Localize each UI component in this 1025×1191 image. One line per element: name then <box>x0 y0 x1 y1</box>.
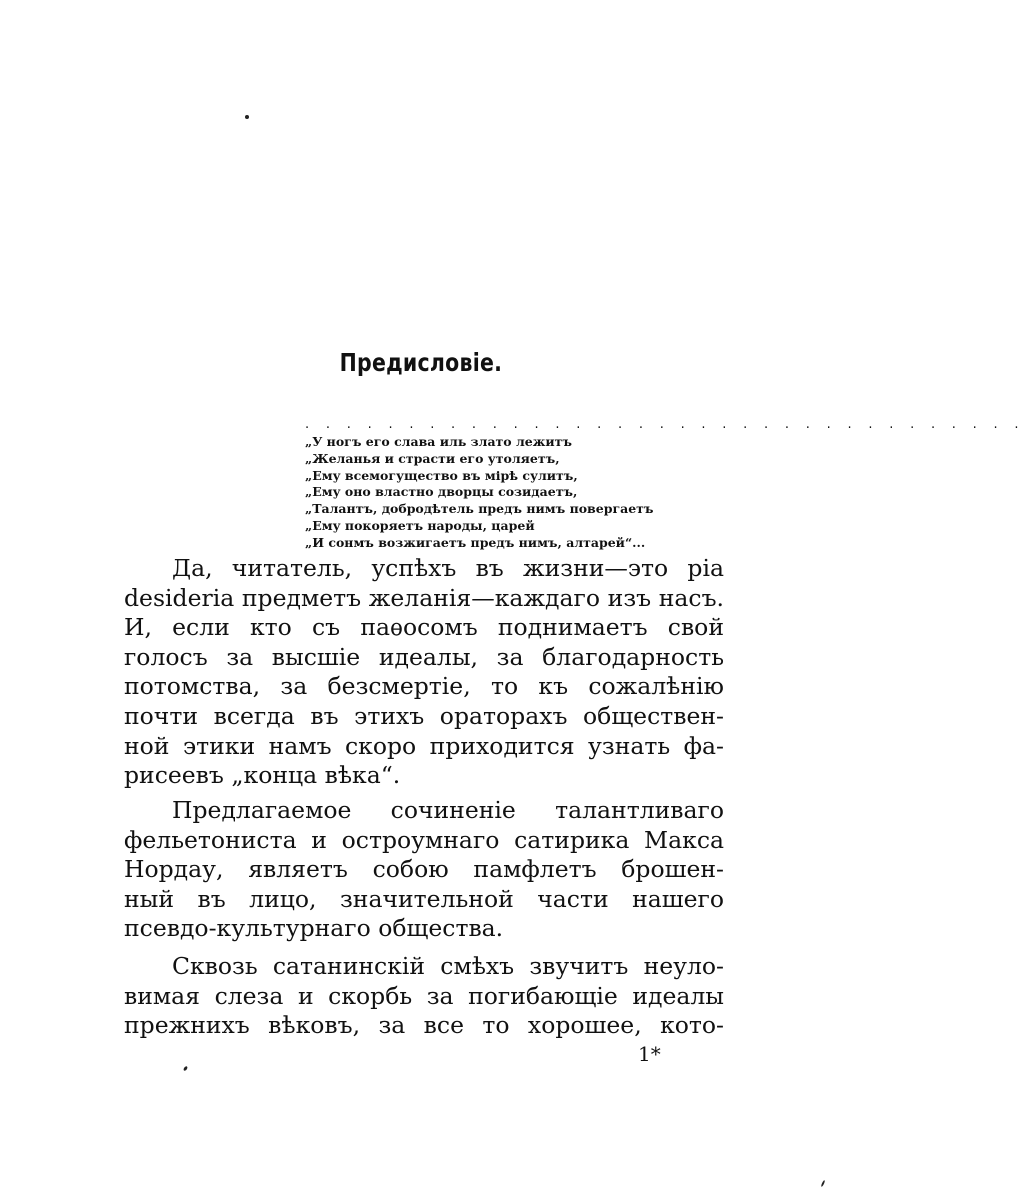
epigraph <box>305 434 735 552</box>
text-line: desideria предметъ желанія—каждаго изъ насъ. <box>124 583 724 612</box>
text-line: рисеевъ „конца вѣка“. <box>124 761 401 790</box>
text-line: прежнихъ вѣковъ, за все то хорошее, кото- <box>124 1011 724 1040</box>
text-line: Сквозь сатанинскій смѣхъ звучитъ неуло- <box>172 952 724 980</box>
epigraph-line: „Ему всемогущество въ мірѣ сулитъ, <box>305 467 578 483</box>
epigraph-line: „У ногъ его слава иль злато лежитъ <box>305 434 572 449</box>
text-line: И, если кто съ паѳосомъ поднимаетъ свой <box>124 613 724 642</box>
paragraph-1 <box>124 554 724 791</box>
text-line: потомства, за безсмертіе, то къ сожалѣнію <box>124 672 724 701</box>
text-line: Да, читатель, успѣхъ въ жизни—это pia <box>172 554 724 582</box>
text-line: почти всегда въ этихъ ораторахъ обществен- <box>124 701 724 730</box>
ink-speck <box>183 1066 188 1072</box>
text-line: голосъ за высшіе идеалы, за благодарность <box>124 642 724 671</box>
page-number: 1* <box>638 1042 661 1066</box>
text-line: Предлагаемое сочиненіе талантливаго <box>172 796 724 824</box>
text-line: ной этики намъ скоро приходится узнать фа- <box>124 731 724 760</box>
epigraph-line: „Ему оно властно дворцы созидаетъ, <box>305 484 578 500</box>
epigraph-ellipsis: . . . . . . . . . . . . . . . . . . . . . . . . . . . . . . . . . . . <box>305 417 1025 432</box>
epigraph-line: „И сонмъ возжигаетъ предъ нимъ, алтарей“... <box>305 534 646 550</box>
text-line: вимая слеза и скорбь за погибающіе идеалы <box>124 981 724 1010</box>
text-line: ный въ лицо, значительной части нашего <box>124 884 724 913</box>
page-title: Предисловіе. <box>339 348 503 377</box>
ink-speck <box>821 1180 826 1187</box>
paragraph-3 <box>124 952 724 1041</box>
epigraph-line: „Ему покоряетъ народы, царей <box>305 517 535 533</box>
ink-speck <box>245 115 249 119</box>
text-line: Нордау, являетъ собою памфлетъ брошен- <box>124 855 724 884</box>
epigraph-line: „Талантъ, добродѣтель предъ нимъ повергаетъ <box>305 501 654 517</box>
epigraph-line: „Желанья и страсти его утоляетъ, <box>305 450 560 466</box>
text-line: фельетониста и остроумнаго сатирика Макса <box>124 825 724 854</box>
text-line: псевдо-культурнаго общества. <box>124 914 504 943</box>
paragraph-2 <box>124 796 724 944</box>
